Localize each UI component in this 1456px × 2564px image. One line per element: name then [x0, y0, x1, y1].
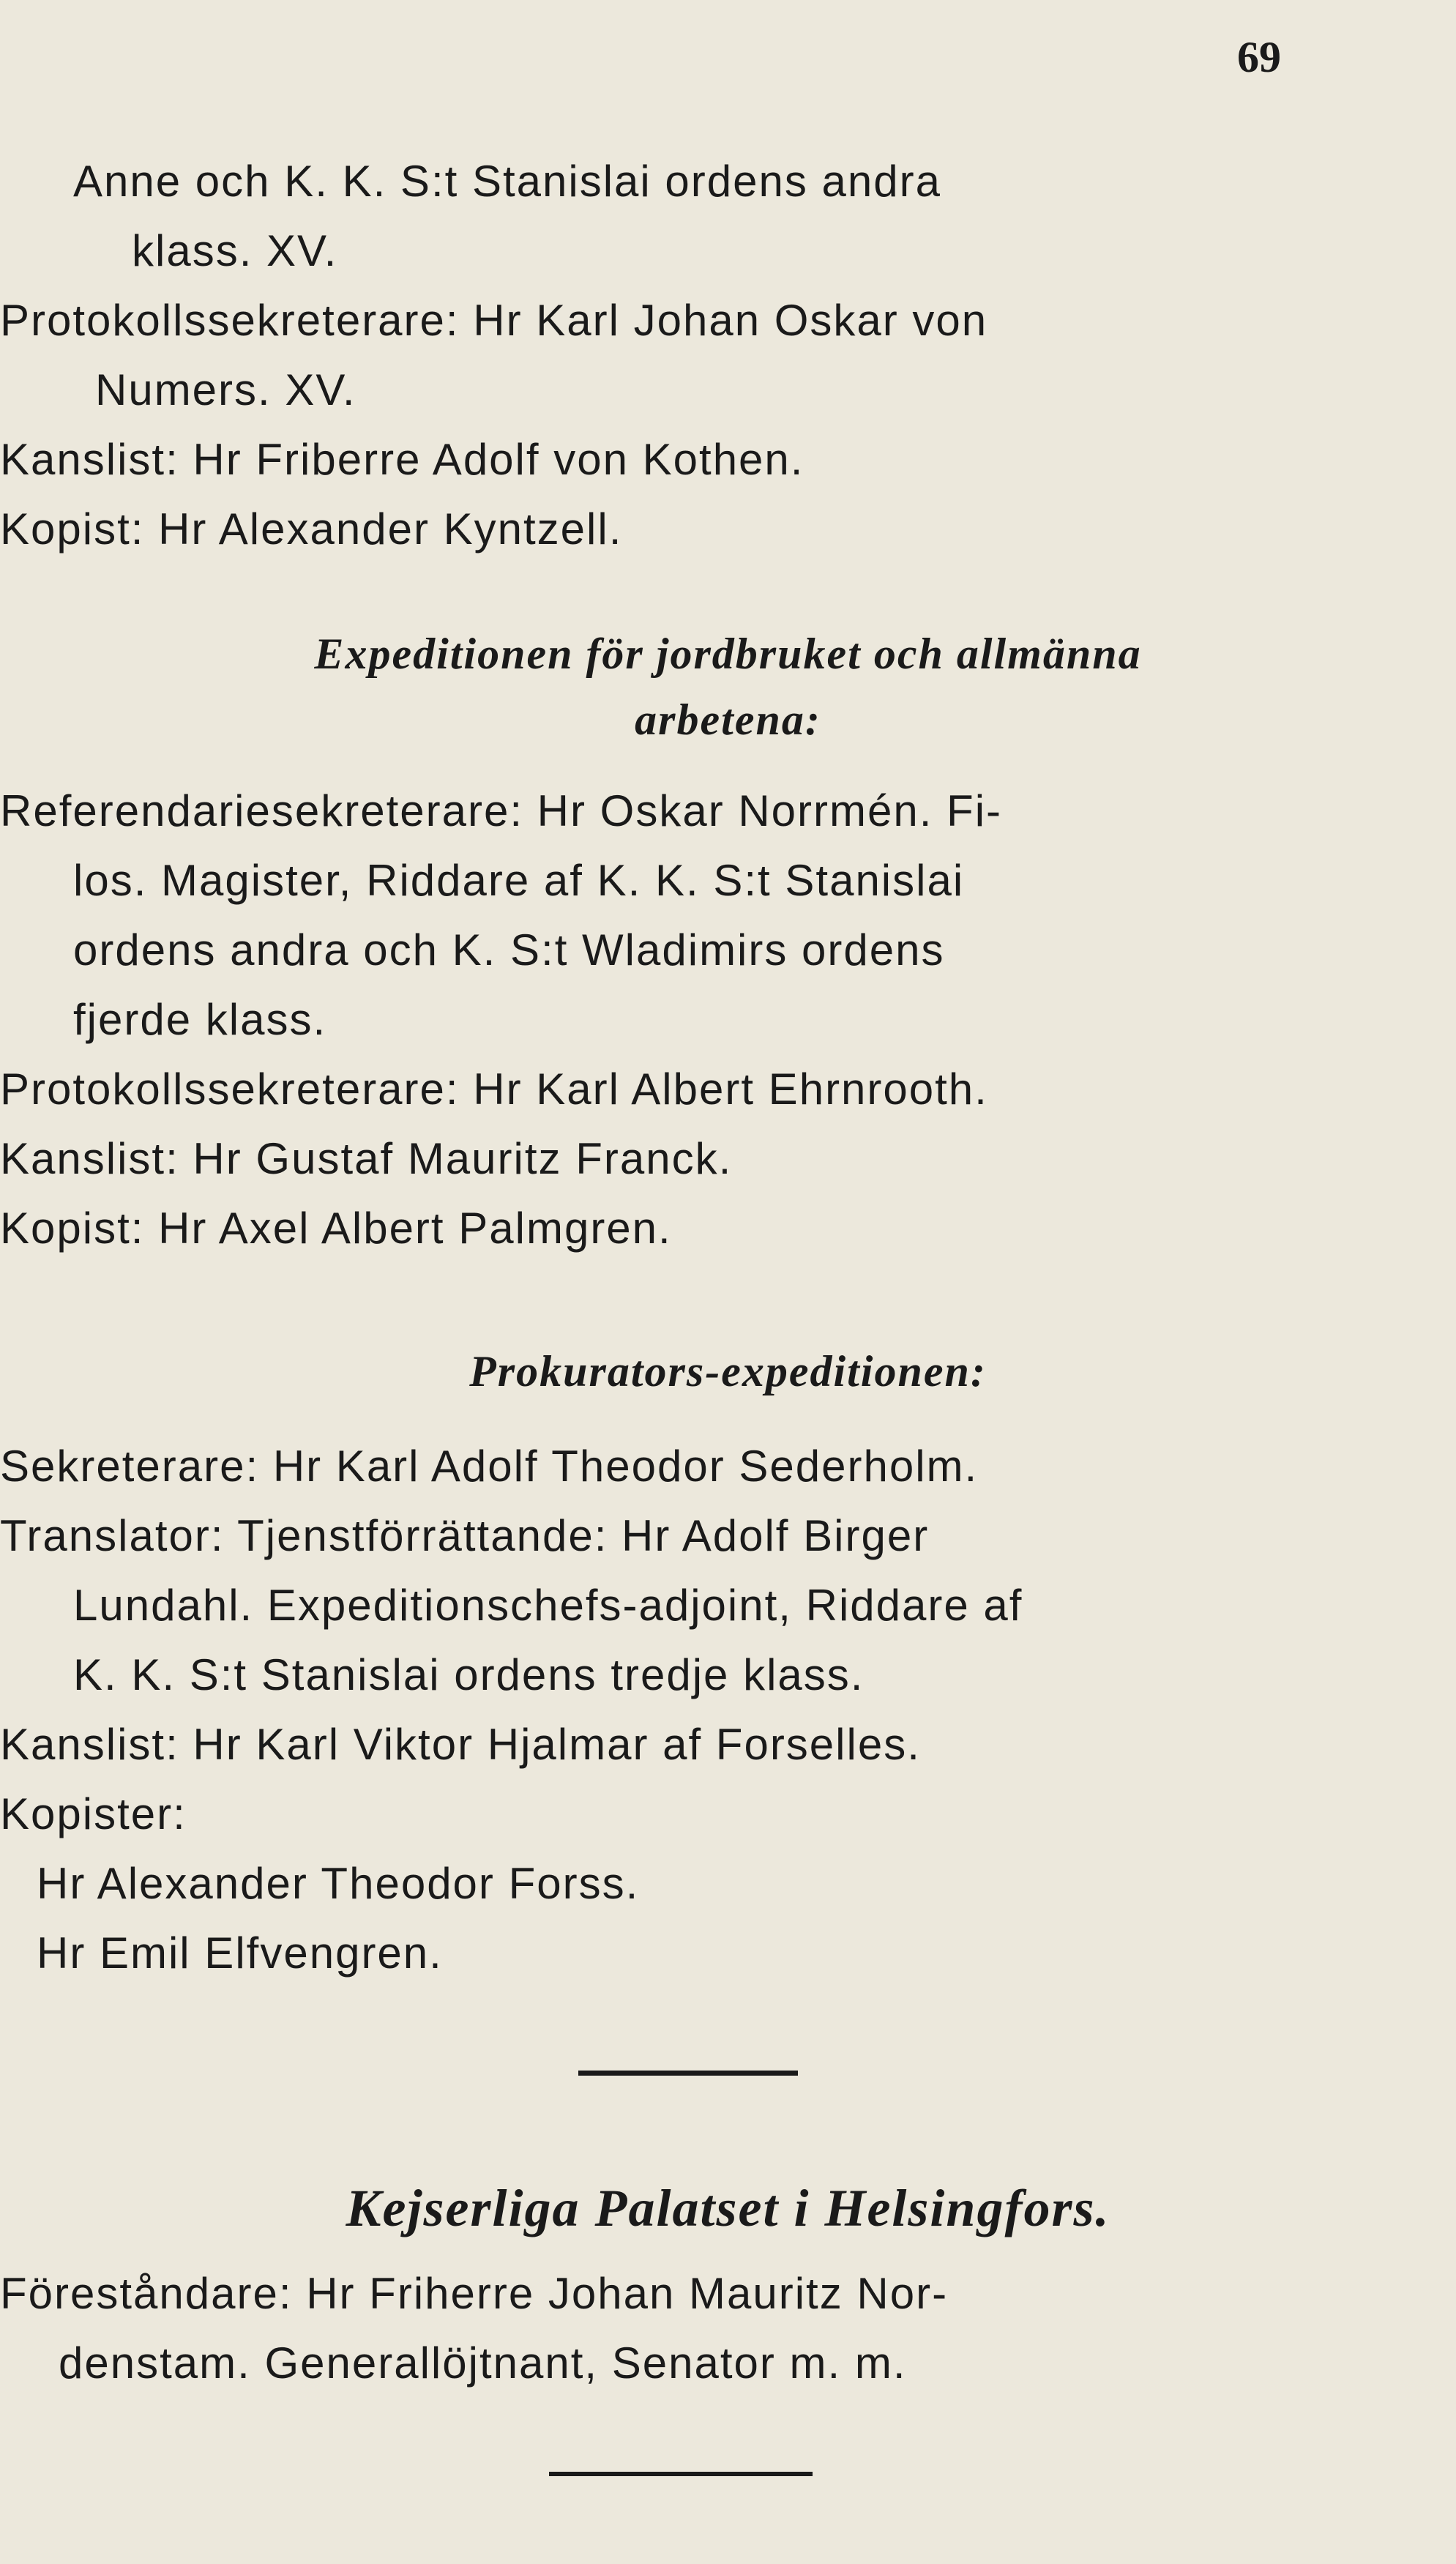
text-line: Hr Emil Elfvengren. — [37, 1928, 443, 1978]
text-line: K. K. S:t Stanislai ordens tredje klass. — [73, 1650, 865, 1699]
text-line: Translator: Tjenstförrättande: Hr Adolf Birger — [0, 1511, 930, 1560]
text-line: fjerde klass. — [73, 995, 327, 1044]
text-line: Kopist: Hr Axel Albert Palmgren. — [0, 1204, 672, 1253]
text-line: Föreståndare: Hr Friherre Johan Mauritz Nor- — [0, 2269, 949, 2318]
text-line: Kanslist: Hr Friberre Adolf von Kothen. — [0, 435, 804, 484]
text-line: los. Magister, Riddare af K. K. S:t Stanislai — [73, 856, 965, 905]
text-line: Kopister: — [0, 1789, 187, 1838]
divider-rule — [578, 2071, 798, 2076]
text-line: Sekreterare: Hr Karl Adolf Theodor Sederholm. — [0, 1442, 979, 1491]
section-heading: arbetena: — [635, 696, 821, 744]
page-number: 69 — [1237, 33, 1281, 81]
divider-rule — [549, 2472, 813, 2476]
text-line: Protokollssekreterare: Hr Karl Johan Oskar von — [0, 296, 988, 345]
text-line: Kanslist: Hr Gustaf Mauritz Franck. — [0, 1134, 733, 1183]
text-line: denstam. Generallöjtnant, Senator m. m. — [59, 2338, 907, 2388]
text-line: klass. XV. — [132, 226, 338, 275]
text-line: Protokollssekreterare: Hr Karl Albert Ehrnrooth. — [0, 1065, 988, 1114]
text-line: Numers. XV. — [95, 365, 356, 414]
text-line: Lundahl. Expeditionschefs-adjoint, Riddare af — [73, 1581, 1023, 1630]
text-line: Referendariesekreterare: Hr Oskar Norrmén. Fi- — [0, 786, 1003, 835]
section-heading: Kejserliga Palatset i Helsingfors. — [346, 2179, 1110, 2237]
text-line: Kopist: Hr Alexander Kyntzell. — [0, 504, 623, 554]
text-line: Kanslist: Hr Karl Viktor Hjalmar af Forselles. — [0, 1720, 921, 1769]
text-line: Anne och K. K. S:t Stanislai ordens andra — [73, 157, 941, 206]
section-heading: Expeditionen för jordbruket och allmänna — [314, 630, 1142, 678]
section-heading: Prokurators-expeditionen: — [469, 1347, 987, 1395]
text-line: ordens andra och K. S:t Wladimirs ordens — [73, 925, 945, 974]
text-line: Hr Alexander Theodor Forss. — [37, 1859, 640, 1908]
